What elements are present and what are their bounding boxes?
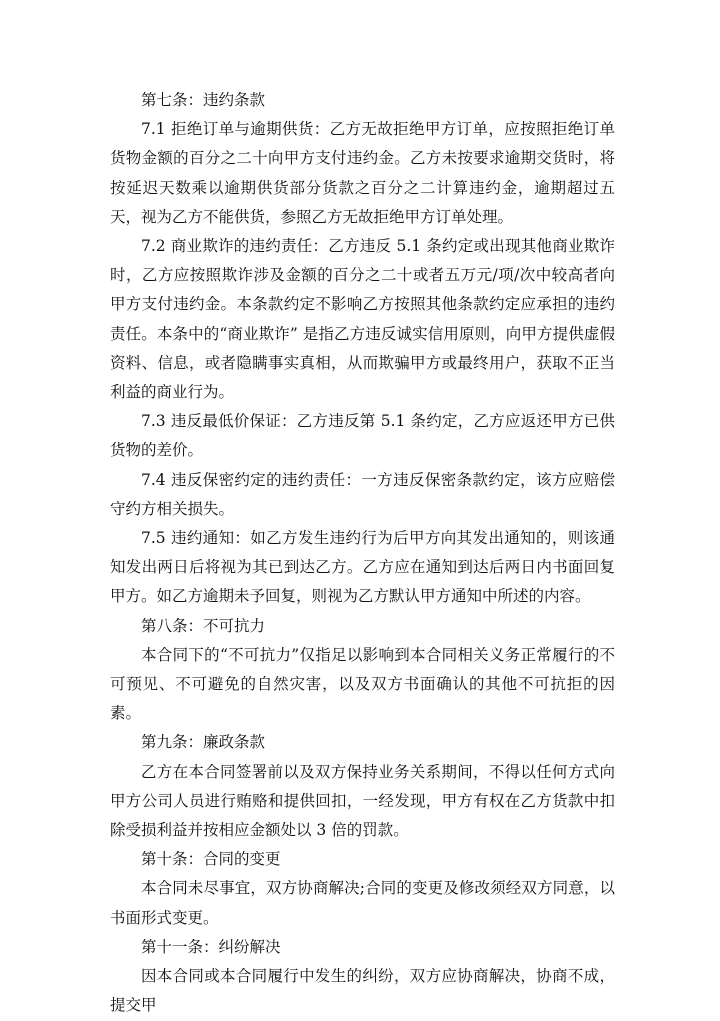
article-8-body: 本合同下的“不可抗力”仅指足以影响到本合同相关义务正常履行的不可预见、不可避免的自然灾害，以及双方书面确认的其他不可抗拒的因素。 — [110, 645, 615, 723]
clause-7-1: 7.1 拒绝订单与逾期供货：乙方无故拒绝甲方订单，应按照拒绝订单货物金额的百分之二十向甲方支付违约金。乙方未按要求逾期交货时，将按延迟天数乘以逾期供货部分货款之百分之二计算违约金，逾期超过五天，视为乙方不能供货，参照乙方无故拒绝甲方订单处理。 — [110, 120, 615, 226]
document-page — [110, 86, 615, 1021]
article-9-heading: 第九条：廉政条款 — [141, 733, 266, 752]
article-8-heading: 第八条：不可抗力 — [141, 616, 266, 635]
clause-7-2: 7.2 商业欺诈的违约责任：乙方违反 5.1 条约定或出现其他商业欺诈时，乙方应按照欺诈涉及金额的百分之二十或者五万元/项/次中较高者向甲方支付违约金。本条款约定不影响乙方按照其他条款约定应承担的违约责任。本条中的“商业欺诈” 是指乙方违反诚实信用原则，向甲方提供虚假资料、信息，或者隐瞒事实真相，从而欺骗甲方或最终用户，获取不正当利益的商业行为。 — [110, 237, 615, 402]
clause-7-5: 7.5 违约通知：如乙方发生违约行为后甲方向其发出通知的，则该通知发出两日后将视为其已到达乙方。乙方应在通知到达后两日内书面回复甲方。如乙方逾期未予回复，则视为乙方默认甲方通知中所述的内容。 — [110, 529, 615, 606]
clause-7-4: 7.4 违反保密约定的违约责任：一方违反保密条款约定，该方应赔偿守约方相关损失。 — [110, 470, 615, 518]
article-11-body: 因本合同或本合同履行中发生的纠纷，双方应协商解决，协商不成，提交甲 — [110, 967, 615, 1015]
article-10-heading: 第十条：合同的变更 — [141, 850, 281, 869]
article-7-heading: 第七条：违约条款 — [141, 91, 266, 109]
article-11-heading: 第十一条：纠纷解决 — [141, 937, 281, 956]
article-10-body: 本合同未尽事宜，双方协商解决;合同的变更及修改须经双方同意，以书面形式变更。 — [110, 879, 615, 927]
clause-7-3: 7.3 违反最低价保证：乙方违反第 5.1 条约定，乙方应返还甲方已供货物的差价。 — [110, 412, 615, 460]
article-9-body: 乙方在本合同签署前以及双方保持业务关系期间，不得以任何方式向甲方公司人员进行贿赂和提供回扣，一经发现，甲方有权在乙方货款中扣除受损利益并按相应金额处以 3 倍的罚款。 — [110, 762, 615, 840]
